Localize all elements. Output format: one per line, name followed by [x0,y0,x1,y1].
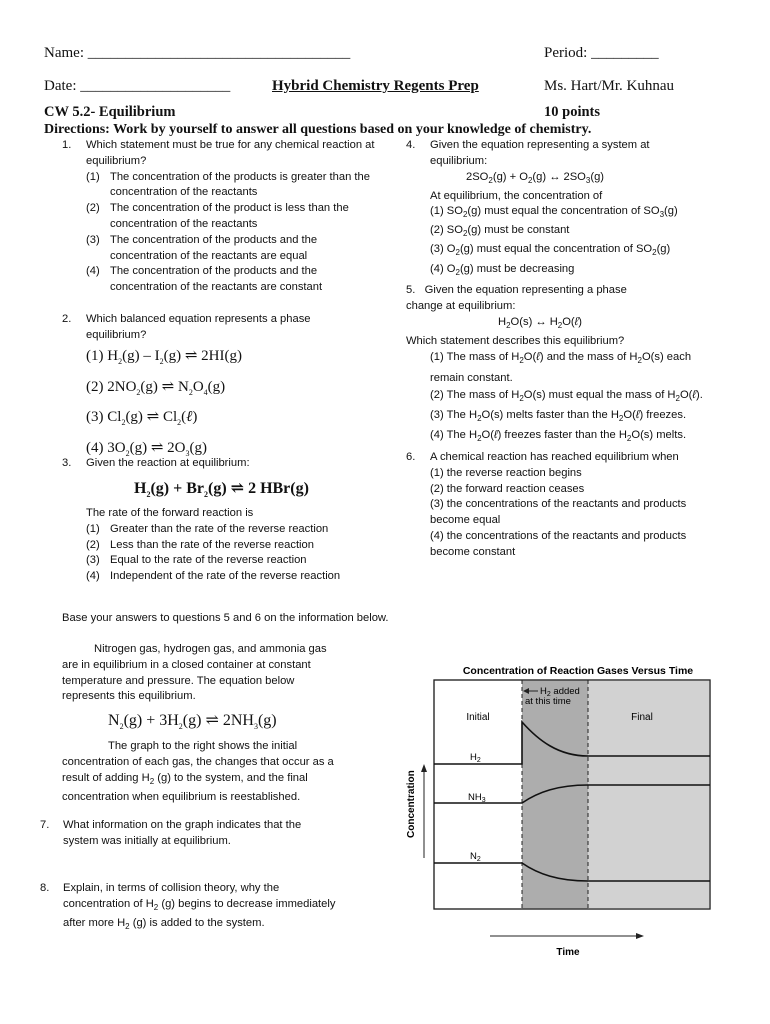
concentration-graph [398,660,723,965]
question-prompt: Which statement describes this equilibrium? [406,334,625,347]
question-2: 2. Which balanced equation represents a phase equilibrium? [62,313,311,341]
option-2[interactable]: (2) The mass of $H_2O(s)$ must equal the mass of $H_2O(\ell)$. [430,388,703,403]
name-field[interactable]: Name: ___________________________________ [44,45,351,61]
passage-graph-description: The graph to the right shows the initial concentration of each gas, the changes that occur as a result of adding $H_2$ (g) to the system, and the final concentration when equilibrium is reestablished. [62,740,334,803]
nh3-label: $NH_3$ [468,792,486,804]
option-4[interactable]: (4) $3O_2(g)$ ⇌ $2O_3(g)$ [86,439,207,458]
option-3[interactable]: (3) Equal to the rate of the reverse reaction [86,554,307,567]
question-3: 3. Given the reaction at equilibrium: [62,457,250,469]
transition-region [522,680,588,909]
svg-text:at this time: at this time [525,696,571,707]
option-4[interactable]: (4) The concentration of the products and the concentration of the reactants are constant [86,265,323,294]
option-1[interactable]: (1) Greater than the rate of the reverse reaction [86,522,329,535]
h2-added-annotation: $H_2$ added [540,686,580,698]
option-4[interactable]: (4) Independent of the rate of the reverse reaction [86,570,341,583]
y-axis-label: Concentration [406,770,417,838]
question-4: 4. Given the equation representing a system at equilibrium: $2SO_2(g) + O_2(g)$ ↔ $2SO_3(g)$ At equilibrium, the concentration of (1) $SO_2(g)$ must equal the concentration of $SO_3(g)$ (2) $SO_2(g)$ must be constant (3) $O_2(g)$ must equal the concentration of $SO_2(g)$ (4) $O_2(g)$ must be decreasing [406,138,706,281]
assignment-title: CW 5.2- Equilibrium [44,104,176,120]
option-2[interactable]: (2) $SO_2(g)$ must be constant [430,224,570,239]
option-4[interactable]: (4) $O_2(g)$ must be decreasing [430,262,575,277]
h2-label: $H_2$ [470,752,481,764]
question-5: 5. Given the equation representing a phase change at equilibrium: $H_2O(s)$ ↔ $H_2O(\ell)$ Which statement describes this equilibrium? (1) The mass of $H_2O(\ell)$ and the mass of $H_2O(s)$ each remain constant. (2) The mass of $H_2O(s)$ must equal the mass of $H_2O(\ell)$. (3) The $H_2O(s)$ melts faster than the $H_2O(\ell)$ freezes. (4) The $H_2O(\ell)$ freezes faster than the $H_2O(s)$ melts. [406,283,726,447]
final-label: Final [631,712,653,723]
period-field[interactable]: Period: _________ [544,45,659,61]
base-instruction: Base your answers to questions 5 and 6 on the information below. [62,612,389,624]
option-1[interactable]: (1) $SO_2(g)$ must equal the concentration of $SO_3(g)$ [430,205,678,220]
option-3[interactable]: (3) $Cl_2(g)$ ⇌ $Cl_2(\ell)$ [86,409,198,427]
directions: Directions: Work by yourself to answer all questions based on your knowledge of chemistry. [44,122,592,137]
question-6: 6. A chemical reaction has reached equilibrium when (1) the reverse reaction begins (2) the forward reaction ceases (3) the concentrations of the reactants and products become equal (4) the concentrations of the reactants and products become constant [406,450,716,561]
initial-label: Initial [466,712,490,723]
n2-label: $N_2$ [470,851,481,863]
passage-equation: $N_2(g) + 3H_2(g)$ ⇌ $2NH_3(g)$ [108,712,277,732]
option-4[interactable]: (4) the concentrations of the reactants and products become constant [430,529,687,558]
question-prompt: The rate of the forward reaction is [86,507,254,519]
option-3[interactable]: (3) $O_2(g)$ must equal the concentration of $SO_2(g)$ [430,243,671,258]
option-1[interactable]: (1) $H_2(g) - I_2(g)$ ⇌ 2HI(g) [86,348,242,366]
question-stem: Which statement must be true for any chemical reaction at equilibrium? [86,139,375,167]
x-axis-label: Time [556,947,580,958]
points: 10 points [544,104,601,120]
teachers: Ms. Hart/Mr. Kuhnau [544,78,674,94]
option-2[interactable]: (2) Less than the rate of the reverse reaction [86,538,314,551]
graph-title: Concentration of Reaction Gases Versus Time [462,665,694,677]
option-1[interactable]: (1) The concentration of the products is greater than the concentration of the reactants [86,170,370,199]
question-2-options [86,344,242,466]
question-3-options [86,506,376,585]
option-3[interactable]: (3) the concentrations of the reactants and products become equal [430,498,687,527]
course-title: Hybrid Chemistry Regents Prep [272,78,479,94]
question-number: 1. [62,139,72,151]
question-3-equation: $H_2(g) + Br_2(g)$ ⇌ 2 HBr(g) [134,480,309,500]
option-2[interactable]: (2) the forward reaction ceases [430,482,585,495]
question-1 [62,138,377,296]
option-4[interactable]: (4) The $H_2O(\ell)$ freezes faster than the $H_2O(s)$ melts. [430,429,687,444]
option-1[interactable]: (1) The mass of $H_2O(\ell)$ and the mass of $H_2O(s)$ each remain constant. [430,351,692,384]
option-3[interactable]: (3) The concentration of the products and the concentration of the reactants are equal [86,233,318,262]
option-3[interactable]: (3) The $H_2O(s)$ melts faster than the $H_2O(\ell)$ freezes. [430,408,687,424]
question-7: 7. What information on the graph indicates that the system was initially at equilibrium. [40,819,302,847]
passage-intro: Nitrogen gas, hydrogen gas, and ammonia gas are in equilibrium in a closed container at constant temperature and pressure. The equation below represents this equilibrium. [62,643,327,703]
question-8: 8. Explain, in terms of collision theory, why the concentration of $H_2$ (g) begins to decrease immediately after more $H_2$ (g) is added to the system. [40,882,336,932]
option-2[interactable]: (2) The concentration of the product is less than the concentration of the reactants [86,202,349,230]
option-2[interactable]: (2) $2NO_2(g)$ ⇌ $N_2O_4(g)$ [86,378,226,397]
option-1[interactable]: (1) the reverse reaction begins [430,466,582,479]
date-field[interactable]: Date: ____________________ [44,78,231,94]
